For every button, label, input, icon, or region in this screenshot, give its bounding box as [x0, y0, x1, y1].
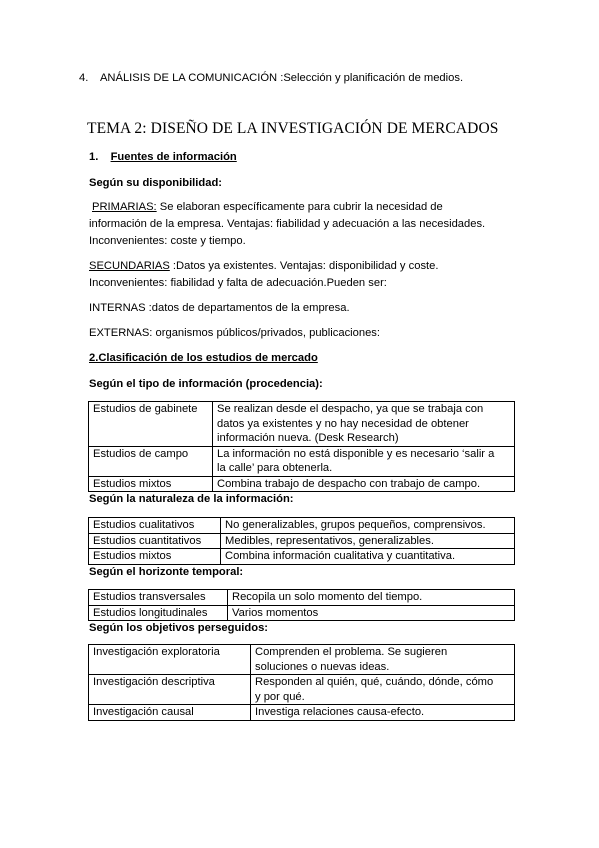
table-row: [89, 446, 515, 476]
objectives-table: [88, 644, 515, 721]
table-cell-name: Investigación causal: [89, 705, 251, 721]
time-horizon-table: [88, 589, 515, 621]
table-row: [89, 705, 515, 721]
table-row: [89, 590, 515, 606]
secundarias-label: SECUNDARIAS: [89, 260, 170, 272]
desc-line: datos ya existentes y no hay necesidad de obtener: [217, 417, 469, 430]
table-row: [89, 518, 515, 534]
externas-text: EXTERNAS: organismos públicos/privados, publicaciones:: [89, 327, 381, 339]
section-1-title: Fuentes de información: [110, 151, 237, 163]
desc-line: soluciones o nuevas ideas.: [255, 660, 390, 673]
table-cell-name: Investigación exploratoria: [89, 645, 251, 675]
info-nature-table: [88, 517, 515, 565]
table-cell-desc: Combina trabajo de despacho con trabajo de campo.: [213, 476, 515, 492]
table-4-heading: Según los objetivos perseguidos:: [89, 622, 269, 634]
table-cell-name: Estudios transversales: [89, 590, 228, 606]
table-cell-name: Estudios cualitativos: [89, 518, 221, 534]
table-cell-name: Estudios de gabinete: [89, 402, 213, 447]
table-cell-name: Investigación descriptiva: [89, 675, 251, 705]
secundarias-line-2: Inconvenientes: fiabilidad y falta de adecuación.Pueden ser:: [89, 277, 387, 289]
table-2-heading: Según la naturaleza de la información:: [89, 493, 294, 505]
table-cell-name: Estudios cuantitativos: [89, 533, 221, 549]
table-row: [89, 533, 515, 549]
desc-line: y por qué.: [255, 690, 305, 703]
table-cell-desc: [251, 645, 515, 675]
primarias-line-2: información de la empresa. Ventajas: fiabilidad y adecuación a las necesidades.: [89, 218, 486, 230]
table-row: [89, 549, 515, 565]
table-3-heading: Según el horizonte temporal:: [89, 566, 244, 578]
desc-line: La información no está disponible y es necesario ‘salir a: [217, 447, 495, 460]
table-cell-name: Estudios longitudinales: [89, 605, 228, 621]
section-2-heading: 2.Clasificación de los estudios de mercado: [89, 352, 318, 364]
table-cell-desc: [251, 675, 515, 705]
table-row: [89, 402, 515, 447]
table-row: [89, 675, 515, 705]
secundarias-text-1: :Datos ya existentes. Ventajas: disponibilidad y coste.: [169, 260, 439, 272]
table-cell-desc: Varios momentos: [228, 605, 515, 621]
desc-line: la calle’ para obtenerla.: [217, 462, 333, 474]
table-cell-desc: Combina información cualitativa y cuantitativa.: [221, 549, 515, 565]
table-cell-desc: Medibles, representativos, generalizables.: [221, 533, 515, 549]
item-4-text: ANÁLISIS DE LA COMUNICACIÓN :Selección y planificación de medios.: [99, 72, 464, 84]
table-row: [89, 605, 515, 621]
table-row: [89, 476, 515, 492]
primarias-text-1: Se elaboran específicamente para cubrir la necesidad de: [156, 201, 443, 213]
table-cell-desc: Investiga relaciones causa-efecto.: [251, 705, 515, 721]
table-1-heading: Según el tipo de información (procedencia):: [89, 378, 323, 390]
page-title: TEMA 2: DISEÑO DE LA INVESTIGACIÓN DE MERCADOS: [87, 120, 499, 137]
desc-line: Se realizan desde el despacho, ya que se trabaja con: [217, 403, 484, 415]
desc-line: Comprenden el problema. Se sugieren: [255, 646, 448, 658]
item-4: [79, 70, 463, 86]
table-cell-name: Estudios mixtos: [89, 476, 213, 492]
section-1-heading: [89, 149, 237, 165]
availability-subheading: Según su disponibilidad:: [89, 177, 223, 189]
desc-line: información nueva. (Desk Research): [217, 432, 399, 444]
table-cell-desc: [213, 446, 515, 476]
section-1-number: 1.: [89, 151, 99, 163]
table-row: [89, 645, 515, 675]
desc-line: Responden al quién, qué, cuándo, dónde, cómo: [255, 676, 494, 688]
table-cell-name: Estudios mixtos: [89, 549, 221, 565]
primarias-line-1: [89, 199, 443, 215]
internas-text: INTERNAS :datos de departamentos de la empresa.: [89, 302, 350, 314]
primarias-label: PRIMARIAS:: [92, 201, 157, 213]
table-cell-desc: No generalizables, grupos pequeños, comprensivos.: [221, 518, 515, 534]
primarias-line-3: Inconvenientes: coste y tiempo.: [89, 235, 246, 247]
item-4-number: 4.: [79, 72, 89, 84]
table-cell-name: Estudios de campo: [89, 446, 213, 476]
table-cell-desc: Recopila un solo momento del tiempo.: [228, 590, 515, 606]
info-type-table: [88, 401, 515, 492]
secundarias-line-1: [89, 258, 438, 274]
table-cell-desc: [213, 402, 515, 447]
